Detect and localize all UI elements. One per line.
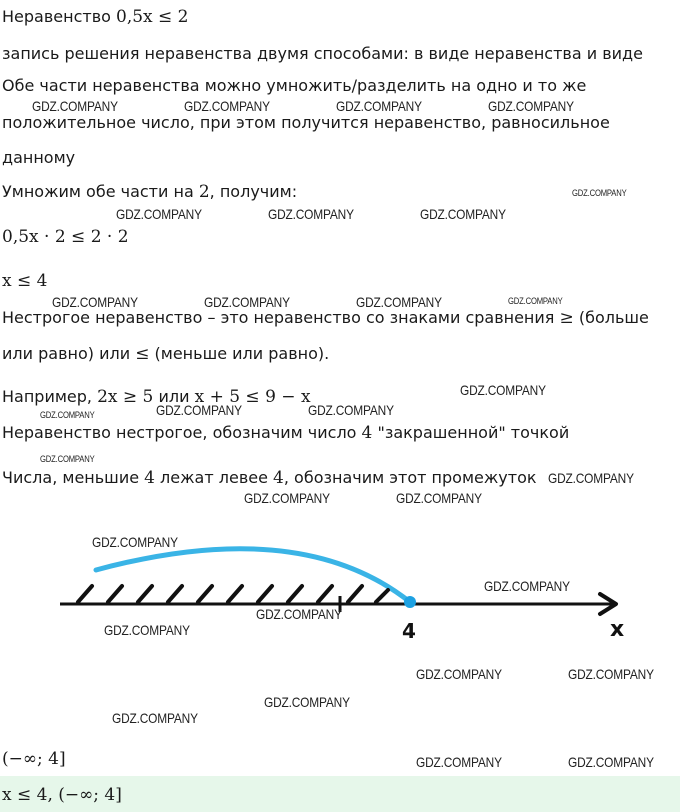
watermark: GDZ.COMPANY (92, 534, 178, 550)
point-label: 4 (402, 619, 416, 643)
watermark: GDZ.COMPANY (568, 754, 654, 770)
watermark: GDZ.COMPANY (40, 410, 95, 420)
watermark: GDZ.COMPANY (484, 578, 570, 594)
text-line-2: Обе части неравенства можно умножить/разделить на одно и то же (2, 76, 587, 95)
watermark: GDZ.COMPANY (420, 206, 506, 222)
l6-suffix: (больше (573, 308, 649, 327)
watermark: GDZ.COMPANY (416, 754, 502, 770)
watermark: GDZ.COMPANY (460, 382, 546, 398)
watermark: GDZ.COMPANY (396, 490, 482, 506)
filled-point (404, 596, 416, 608)
title-prefix: Неравенство (2, 7, 116, 26)
number-line-diagram (0, 540, 680, 660)
l8-math1: 2x ≥ 5 (97, 387, 154, 407)
watermark: GDZ.COMPANY (104, 622, 190, 638)
text-line-4: данному (2, 148, 76, 167)
watermark: GDZ.COMPANY (572, 188, 627, 198)
watermark: GDZ.COMPANY (548, 470, 634, 486)
l7-sign: ≤ (135, 344, 150, 364)
l9-num: 4 (361, 423, 373, 443)
watermark: GDZ.COMPANY (508, 296, 563, 306)
watermark: GDZ.COMPANY (256, 606, 342, 622)
watermark: GDZ.COMPANY (268, 206, 354, 222)
l8-math2: x + 5 ≤ 9 − x (194, 387, 311, 407)
watermark: GDZ.COMPANY (308, 402, 394, 418)
watermark: GDZ.COMPANY (40, 454, 95, 464)
watermark: GDZ.COMPANY (336, 98, 422, 114)
text-line-7 (2, 343, 329, 365)
l10-mid: лежат левее (154, 468, 274, 487)
l7-prefix: или равно) или (2, 344, 136, 363)
text-line-3: положительное число, при этом получится неравенство, равносильное (2, 113, 610, 132)
watermark: GDZ.COMPANY (116, 206, 202, 222)
title (2, 6, 189, 28)
watermark: GDZ.COMPANY (204, 294, 290, 310)
math-line-1: 0,5x · 2 ≤ 2 · 2 (2, 227, 129, 247)
watermark: GDZ.COMPANY (244, 490, 330, 506)
l9-suffix: "закрашенной" точкой (372, 423, 570, 442)
l5-suffix: , получим: (209, 182, 298, 201)
interval-result: (−∞; 4] (2, 749, 66, 769)
l5-num: 2 (198, 182, 210, 202)
watermark: GDZ.COMPANY (184, 98, 270, 114)
watermark: GDZ.COMPANY (52, 294, 138, 310)
l6-sign: ≥ (559, 308, 574, 328)
watermark: GDZ.COMPANY (416, 666, 502, 682)
watermark: GDZ.COMPANY (112, 710, 198, 726)
text-line-10 (2, 467, 537, 489)
l8-prefix: Например, (2, 387, 98, 406)
l10-num1: 4 (144, 468, 155, 488)
watermark: GDZ.COMPANY (488, 98, 574, 114)
l10-suffix: , обозначим этот промежуток (283, 468, 537, 487)
l10-num2: 4 (273, 468, 284, 488)
l6-prefix: Нестрогое неравенство – это неравенство со знаками сравнения (2, 308, 560, 327)
title-math: 0,5x ≤ 2 (116, 7, 189, 27)
text-line-9 (2, 422, 569, 444)
watermark: GDZ.COMPANY (156, 402, 242, 418)
l7-suffix: (меньше или равно). (149, 344, 330, 363)
l10-prefix: Числа, меньшие (2, 468, 145, 487)
text-line-5 (2, 181, 297, 203)
l5-prefix: Умножим обе части на (2, 182, 199, 201)
watermark: GDZ.COMPANY (568, 666, 654, 682)
text-line-1: запись решения неравенства двумя способами: в виде неравенства и виде (2, 44, 643, 63)
axis-label: x (610, 617, 625, 642)
l8-mid: или (153, 387, 195, 406)
watermark: GDZ.COMPANY (356, 294, 442, 310)
l9-prefix: Неравенство нестрогое, обозначим число (2, 423, 362, 442)
watermark: GDZ.COMPANY (32, 98, 118, 114)
watermark: GDZ.COMPANY (264, 694, 350, 710)
answer-text: x ≤ 4, (−∞; 4] (2, 785, 122, 805)
math-line-2: x ≤ 4 (2, 271, 48, 291)
text-line-6 (2, 307, 649, 329)
